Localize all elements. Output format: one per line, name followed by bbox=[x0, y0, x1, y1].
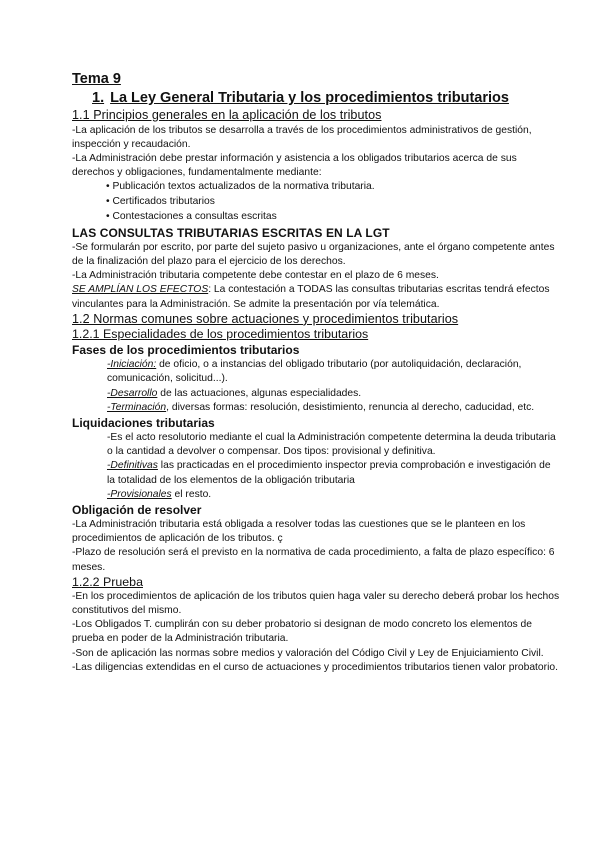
consultas-heading: LAS CONSULTAS TRIBUTARIAS ESCRITAS EN LA LGT bbox=[72, 225, 390, 240]
tema-title: Tema 9 bbox=[72, 71, 121, 87]
paragraph bbox=[72, 358, 560, 386]
fases-heading: Fases de los procedimientos tributarios bbox=[72, 343, 300, 358]
paragraph: -Los Obligados T. cumplirán con su deber probatorio si designan de modo concreto los elementos de prueba en poder de la Administración tributaria. bbox=[72, 619, 533, 645]
paragraph: -Se formularán por escrito, por parte del sujeto pasivo u organizaciones, ante el órgano competente antes de la finalización del plazo para el ejercicio de los derechos. bbox=[72, 241, 555, 267]
emphasis-lead: -Terminación bbox=[107, 401, 167, 413]
section-1-2-2-heading: 1.2.2 Prueba bbox=[72, 574, 143, 589]
paragraph-text: de las actuaciones, algunas especialidades. bbox=[157, 387, 362, 399]
emphasis-lead: -Desarrollo bbox=[107, 387, 158, 399]
emphasis-lead: SE AMPLÍAN LOS EFECTOS bbox=[72, 284, 209, 296]
main-title-number: 1. bbox=[92, 90, 105, 106]
paragraph: -La Administración tributaria competente debe contestar en el plazo de 6 meses. bbox=[72, 270, 439, 282]
main-title bbox=[92, 90, 560, 107]
emphasis-lead: -Definitivas bbox=[107, 460, 158, 472]
bullet-list bbox=[72, 180, 560, 224]
paragraph: -La Administración tributaria está obligada a resolver todas las cuestiones que se le planteen en los procedimientos de aplicación de los tributos. ç bbox=[72, 519, 526, 545]
paragraph: -Es el acto resolutorio mediante el cual la Administración competente determina la deuda tributaria o la cantidad a devolver o compensar. Dos tipos: provisional y definitiva. bbox=[107, 432, 556, 458]
paragraph-text: : La contestación a TODAS las consultas tributarias escritas tendrá efectos vinculantes para la Administración. Se admite la presentación por vía telemática. bbox=[72, 284, 550, 310]
paragraph: -Plazo de resolución será el previsto en la normativa de cada procedimiento, a falta de plazo específico: 6 meses. bbox=[72, 547, 555, 573]
list-item: • Publicación textos actualizados de la normativa tributaria. bbox=[106, 181, 375, 193]
paragraph: -En los procedimientos de aplicación de los tributos quien haga valer su derecho deberá probar los hechos constitutivos del mismo. bbox=[72, 590, 560, 617]
paragraph-text: , diversas formas: resolución, desistimiento, renuncia al derecho, caducidad, etc. bbox=[166, 401, 535, 413]
list-item: • Contestaciones a consultas escritas bbox=[106, 210, 277, 222]
paragraph: -Son de aplicación las normas sobre medios y valoración del Código Civil y Ley de Enjuiciamiento Civil. bbox=[72, 647, 544, 659]
paragraph-text: las practicadas en el procedimiento inspector previa comprobación e investigación de la totalidad de los elementos de la obligación tributaria bbox=[107, 460, 551, 486]
emphasis-lead: -Provisionales bbox=[107, 488, 172, 500]
list-item: • Certificados tributarios bbox=[106, 196, 215, 208]
emphasis-lead: -Iniciación: bbox=[107, 359, 157, 371]
paragraph-text: el resto. bbox=[171, 488, 212, 500]
paragraph: -La aplicación de los tributos se desarrolla a través de los procedimientos administrativos de gestión, inspección y recaudación. bbox=[72, 124, 532, 150]
paragraph bbox=[72, 387, 560, 401]
paragraph bbox=[72, 459, 560, 487]
paragraph bbox=[72, 283, 560, 311]
paragraph: -La Administración debe prestar información y asistencia a los obligados tributarios acerca de sus derechos y obligaciones, fundamentalmente mediante: bbox=[72, 152, 517, 179]
paragraph: -Las diligencias extendidas en el curso de actuaciones y procedimientos tributarios tienen valor probatorio. bbox=[72, 661, 558, 673]
section-1-2-heading: 1.2 Normas comunes sobre actuaciones y procedimientos tributarios bbox=[72, 311, 459, 326]
obligacion-heading: Obligación de resolver bbox=[72, 503, 202, 518]
paragraph-text: de oficio, o a instancias del obligado tributario (por autoliquidación, declaración, comunicación, solicitud...). bbox=[107, 359, 522, 385]
section-1-1-heading: 1.1 Principios generales en la aplicación de los tributos bbox=[72, 108, 382, 122]
liquidaciones-heading: Liquidaciones tributarias bbox=[72, 416, 215, 431]
main-title-text: La Ley General Tributaria y los procedimientos tributarios bbox=[110, 90, 509, 106]
paragraph bbox=[72, 488, 560, 502]
section-1-2-1-heading: 1.2.1 Especialidades de los procedimientos tributarios bbox=[72, 327, 369, 342]
paragraph bbox=[72, 401, 560, 415]
